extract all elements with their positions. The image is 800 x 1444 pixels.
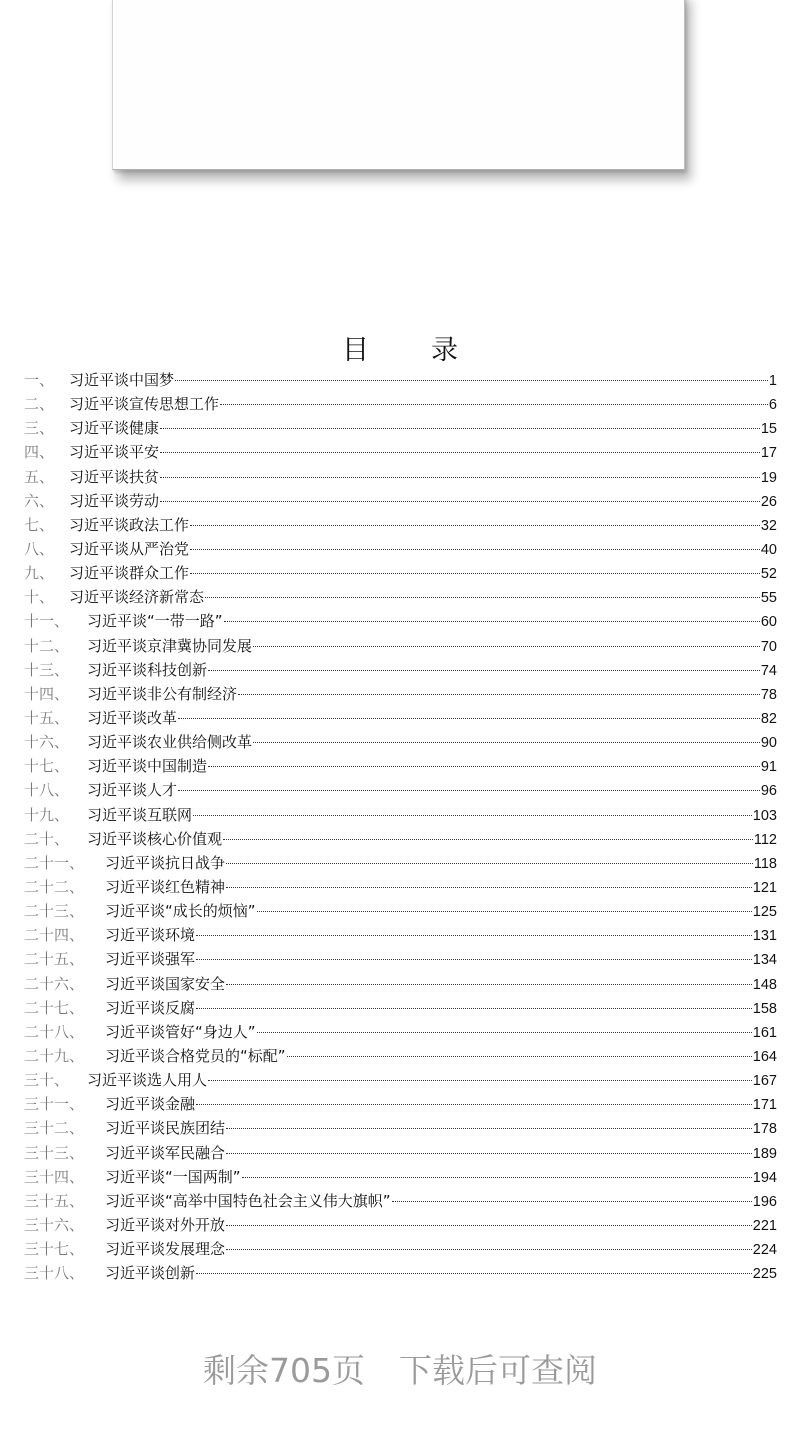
toc-entry[interactable] bbox=[24, 561, 777, 585]
toc-entry-number: 十三、 bbox=[24, 660, 70, 679]
dot-leader bbox=[208, 1080, 752, 1081]
toc-entry-number: 六、 bbox=[24, 491, 55, 510]
toc-entry-title: 习近平谈扶贫 bbox=[69, 467, 160, 486]
toc-entry-page-number: 70 bbox=[760, 638, 777, 655]
toc-entry-page-number: 158 bbox=[752, 1000, 777, 1017]
toc-entry[interactable] bbox=[24, 1116, 777, 1140]
toc-entry-page-number: 171 bbox=[752, 1097, 777, 1114]
toc-entry-page-number: 131 bbox=[752, 928, 777, 945]
dot-leader bbox=[226, 887, 752, 888]
toc-entry-number: 一、 bbox=[24, 371, 55, 389]
toc-entry[interactable] bbox=[24, 1141, 777, 1165]
toc-entry-page-number: 194 bbox=[752, 1169, 777, 1186]
previous-page-card bbox=[112, 0, 685, 170]
toc-entry-page-number: 82 bbox=[760, 710, 777, 727]
toc-entry-page-number: 91 bbox=[760, 759, 777, 776]
toc-entry-page-number: 221 bbox=[752, 1217, 777, 1234]
toc-entry-title: 习近平谈发展理念 bbox=[105, 1240, 226, 1259]
dot-leader bbox=[196, 1008, 752, 1009]
toc-entry-number: 十五、 bbox=[24, 708, 70, 727]
toc-entry-title: 习近平谈人才 bbox=[87, 781, 178, 800]
toc-entry[interactable] bbox=[24, 754, 777, 778]
dot-leader bbox=[392, 1201, 752, 1202]
toc-entry[interactable] bbox=[24, 537, 777, 561]
toc-entry-number: 十一、 bbox=[24, 612, 70, 631]
toc-entry-page-number: 121 bbox=[752, 879, 777, 896]
toc-entry-number: 三十八、 bbox=[24, 1264, 85, 1283]
toc-entry[interactable] bbox=[24, 730, 777, 754]
toc-entry-number: 三、 bbox=[24, 419, 55, 438]
toc-entry[interactable] bbox=[24, 947, 777, 971]
toc-entry-number: 五、 bbox=[24, 467, 55, 486]
toc-entry-title: 习近平谈环境 bbox=[105, 926, 196, 945]
toc-entry-page-number: 161 bbox=[752, 1024, 777, 1041]
dot-leader bbox=[193, 815, 752, 816]
toc-entry-title: 习近平谈群众工作 bbox=[69, 564, 190, 583]
toc-entry-number: 二十三、 bbox=[24, 902, 85, 921]
toc-entry-page-number: 19 bbox=[760, 469, 777, 486]
toc-entry-page-number: 17 bbox=[760, 445, 777, 462]
toc-entry[interactable] bbox=[24, 1189, 777, 1213]
dot-leader bbox=[242, 1177, 752, 1178]
toc-entry-page-number: 178 bbox=[752, 1121, 777, 1138]
dot-leader bbox=[196, 935, 752, 936]
toc-entry-title: 习近平谈“高举中国特色社会主义伟大旗帜” bbox=[105, 1191, 391, 1210]
dot-leader bbox=[205, 597, 760, 598]
dot-leader bbox=[238, 694, 760, 695]
toc-entry-number: 十七、 bbox=[24, 757, 70, 776]
dot-leader bbox=[253, 646, 760, 647]
dot-leader bbox=[253, 742, 760, 743]
toc-entry-number: 二十八、 bbox=[24, 1022, 85, 1041]
toc-entry[interactable] bbox=[24, 803, 777, 827]
toc-entry-title: 习近平谈农业供给侧改革 bbox=[87, 733, 253, 752]
download-to-view-text: 下载后可查阅 bbox=[399, 1351, 597, 1390]
toc-entry-number: 二十七、 bbox=[24, 998, 85, 1017]
toc-entry-page-number: 32 bbox=[760, 517, 777, 534]
toc-entry-title: 习近平谈选人用人 bbox=[87, 1071, 208, 1090]
toc-entry-number: 三十、 bbox=[24, 1071, 70, 1090]
toc-entry-title: 习近平谈经济新常态 bbox=[69, 588, 205, 607]
toc-entry[interactable] bbox=[24, 875, 777, 899]
toc-entry-title: 习近平谈“成长的烦恼” bbox=[105, 902, 256, 921]
dot-leader bbox=[160, 428, 760, 429]
toc-entry-title: 习近平谈“一国两制” bbox=[105, 1167, 241, 1186]
toc-entry[interactable] bbox=[24, 827, 777, 851]
dot-leader bbox=[223, 839, 753, 840]
dot-leader bbox=[226, 1249, 752, 1250]
toc-entry-title: 习近平谈红色精神 bbox=[105, 877, 226, 896]
toc-entry-number: 二十九、 bbox=[24, 1046, 85, 1065]
toc-entry[interactable] bbox=[24, 706, 777, 730]
toc-entry-title: 习近平谈京津冀协同发展 bbox=[87, 636, 253, 655]
toc-entry-page-number: 6 bbox=[768, 397, 777, 414]
toc-entry-title: 习近平谈从严治党 bbox=[69, 539, 190, 558]
toc-entry[interactable] bbox=[24, 923, 777, 947]
toc-entry-number: 三十二、 bbox=[24, 1119, 85, 1138]
dot-leader bbox=[287, 1056, 752, 1057]
toc-entry-number: 三十四、 bbox=[24, 1167, 85, 1186]
toc-entry-number: 十九、 bbox=[24, 805, 70, 824]
toc-entry-page-number: 15 bbox=[760, 421, 777, 438]
dot-leader bbox=[224, 621, 760, 622]
toc-entry-page-number: 148 bbox=[752, 976, 777, 993]
dot-leader bbox=[178, 718, 760, 719]
toc-entry[interactable] bbox=[24, 392, 777, 416]
toc-entry-number: 八、 bbox=[24, 539, 55, 558]
dot-leader bbox=[226, 984, 752, 985]
toc-entry[interactable] bbox=[24, 513, 777, 537]
toc-entry-page-number: 125 bbox=[752, 904, 777, 921]
toc-entry[interactable] bbox=[24, 1044, 777, 1068]
toc-entry-page-number: 40 bbox=[760, 541, 777, 558]
dot-leader bbox=[208, 670, 760, 671]
toc-entry-page-number: 52 bbox=[760, 566, 777, 583]
toc-heading bbox=[0, 328, 800, 367]
toc-entry-title: 习近平谈金融 bbox=[105, 1095, 196, 1114]
toc-entry[interactable] bbox=[24, 465, 777, 489]
toc-entry-number: 二十五、 bbox=[24, 950, 85, 969]
toc-entry-title: 习近平谈民族团结 bbox=[105, 1119, 226, 1138]
toc-entry-title: 习近平谈科技创新 bbox=[87, 660, 208, 679]
dot-leader bbox=[160, 501, 760, 502]
toc-entry-page-number: 1 bbox=[768, 373, 777, 389]
toc-heading-right: 录 bbox=[431, 335, 458, 366]
toc-entry[interactable] bbox=[24, 778, 777, 802]
toc-entry-number: 七、 bbox=[24, 515, 55, 534]
toc-entry-title: 习近平谈互联网 bbox=[87, 805, 193, 824]
toc-entry-page-number: 225 bbox=[752, 1266, 777, 1283]
toc-entry-page-number: 96 bbox=[760, 783, 777, 800]
toc-entry-number: 二十四、 bbox=[24, 926, 85, 945]
toc-entry-number: 二十、 bbox=[24, 829, 70, 848]
toc-entry-page-number: 164 bbox=[752, 1048, 777, 1065]
toc-entry-page-number: 55 bbox=[760, 590, 777, 607]
toc-entry-page-number: 224 bbox=[752, 1242, 777, 1259]
dot-leader bbox=[226, 1225, 752, 1226]
toc-entry[interactable] bbox=[24, 368, 777, 392]
toc-entry[interactable] bbox=[24, 1020, 777, 1044]
dot-leader bbox=[190, 573, 760, 574]
toc-entry-page-number: 112 bbox=[753, 831, 777, 848]
toc-entry-title: 习近平谈对外开放 bbox=[105, 1215, 226, 1234]
dot-leader bbox=[190, 525, 760, 526]
dot-leader bbox=[226, 1153, 752, 1154]
toc-entry-title: 习近平谈创新 bbox=[105, 1264, 196, 1283]
toc-entry-number: 三十一、 bbox=[24, 1095, 85, 1114]
toc-entry-title: 习近平谈劳动 bbox=[69, 491, 160, 510]
toc-entry-page-number: 196 bbox=[752, 1193, 777, 1210]
toc-entry-number: 十四、 bbox=[24, 684, 70, 703]
toc-entry-number: 三十三、 bbox=[24, 1143, 85, 1162]
toc-entry-title: 习近平谈国家安全 bbox=[105, 974, 226, 993]
toc-entry-title: 习近平谈反腐 bbox=[105, 998, 196, 1017]
toc-entry-title: 习近平谈抗日战争 bbox=[105, 853, 226, 872]
toc-entry-number: 二十二、 bbox=[24, 877, 85, 896]
dot-leader bbox=[160, 477, 760, 478]
dot-leader bbox=[208, 766, 760, 767]
dot-leader bbox=[160, 452, 760, 453]
toc-heading-left: 目 bbox=[342, 335, 369, 366]
toc-entry[interactable] bbox=[24, 1213, 777, 1237]
toc-entry-title: 习近平谈合格党员的“标配” bbox=[105, 1046, 286, 1065]
toc-entry[interactable] bbox=[24, 682, 777, 706]
toc-entry-page-number: 134 bbox=[752, 952, 777, 969]
toc-entry[interactable] bbox=[24, 1165, 777, 1189]
toc-entry-title: 习近平谈政法工作 bbox=[69, 515, 190, 534]
dot-leader bbox=[226, 863, 753, 864]
toc-entry-number: 十、 bbox=[24, 588, 55, 607]
dot-leader bbox=[178, 790, 760, 791]
dot-leader bbox=[196, 1104, 752, 1105]
toc-entry-number: 九、 bbox=[24, 564, 55, 583]
toc-entry[interactable] bbox=[24, 609, 777, 633]
toc-entry[interactable] bbox=[24, 1068, 777, 1092]
toc-entry-number: 十六、 bbox=[24, 733, 70, 752]
toc-entry[interactable] bbox=[24, 996, 777, 1020]
dot-leader bbox=[226, 1128, 752, 1129]
toc-entry-number: 三十五、 bbox=[24, 1191, 85, 1210]
toc-entry-page-number: 60 bbox=[760, 614, 777, 631]
toc-entry-page-number: 189 bbox=[752, 1145, 777, 1162]
toc-entry[interactable] bbox=[24, 851, 777, 875]
toc-entry[interactable] bbox=[24, 416, 777, 440]
toc-entry-title: 习近平谈军民融合 bbox=[105, 1143, 226, 1162]
toc-entry-number: 二十六、 bbox=[24, 974, 85, 993]
toc-entry-title: 习近平谈改革 bbox=[87, 708, 178, 727]
dot-leader bbox=[190, 549, 760, 550]
toc-entry-page-number: 167 bbox=[752, 1073, 777, 1090]
toc-entry-page-number: 103 bbox=[752, 807, 777, 824]
toc-entry[interactable] bbox=[24, 1092, 777, 1116]
toc-entry-number: 十八、 bbox=[24, 781, 70, 800]
toc-entry[interactable] bbox=[24, 1237, 777, 1261]
toc-entry-page-number: 74 bbox=[760, 662, 777, 679]
dot-leader bbox=[175, 380, 768, 381]
toc-entry[interactable] bbox=[24, 972, 777, 996]
toc-entry-title: 习近平谈核心价值观 bbox=[87, 829, 223, 848]
toc-entry[interactable] bbox=[24, 440, 777, 464]
toc-entry-number: 三十七、 bbox=[24, 1240, 85, 1259]
toc-entry[interactable] bbox=[24, 1261, 777, 1285]
toc-entry-number: 二、 bbox=[24, 395, 55, 414]
toc-entry-number: 十二、 bbox=[24, 636, 70, 655]
dot-leader bbox=[257, 1032, 752, 1033]
dot-leader bbox=[196, 959, 752, 960]
toc-entry[interactable] bbox=[24, 489, 777, 513]
table-of-contents bbox=[24, 368, 777, 1285]
toc-entry-page-number: 118 bbox=[753, 855, 777, 872]
toc-entry[interactable] bbox=[24, 658, 777, 682]
toc-entry-page-number: 78 bbox=[760, 686, 777, 703]
toc-entry-number: 三十六、 bbox=[24, 1215, 85, 1234]
toc-entry[interactable] bbox=[24, 899, 777, 923]
toc-entry-title: 习近平谈健康 bbox=[69, 419, 160, 438]
toc-entry-title: 习近平谈中国制造 bbox=[87, 757, 208, 776]
toc-entry-number: 二十一、 bbox=[24, 853, 85, 872]
toc-entry-title: 习近平谈“一带一路” bbox=[87, 612, 223, 631]
toc-entry[interactable] bbox=[24, 585, 777, 609]
toc-entry-title: 习近平谈管好“身边人” bbox=[105, 1022, 256, 1041]
toc-entry-page-number: 90 bbox=[760, 735, 777, 752]
toc-entry-title: 习近平谈宣传思想工作 bbox=[69, 395, 220, 414]
toc-entry-number: 四、 bbox=[24, 443, 55, 462]
toc-entry-title: 习近平谈非公有制经济 bbox=[87, 684, 238, 703]
remaining-pages-text: 剩余705页 bbox=[203, 1351, 365, 1390]
toc-entry-page-number: 26 bbox=[760, 493, 777, 510]
toc-entry-title: 习近平谈中国梦 bbox=[69, 371, 175, 389]
toc-entry-title: 习近平谈强军 bbox=[105, 950, 196, 969]
dot-leader bbox=[220, 404, 768, 405]
download-prompt[interactable] bbox=[0, 1345, 800, 1392]
dot-leader bbox=[196, 1273, 752, 1274]
toc-entry-title: 习近平谈平安 bbox=[69, 443, 160, 462]
dot-leader bbox=[257, 911, 752, 912]
toc-entry[interactable] bbox=[24, 634, 777, 658]
